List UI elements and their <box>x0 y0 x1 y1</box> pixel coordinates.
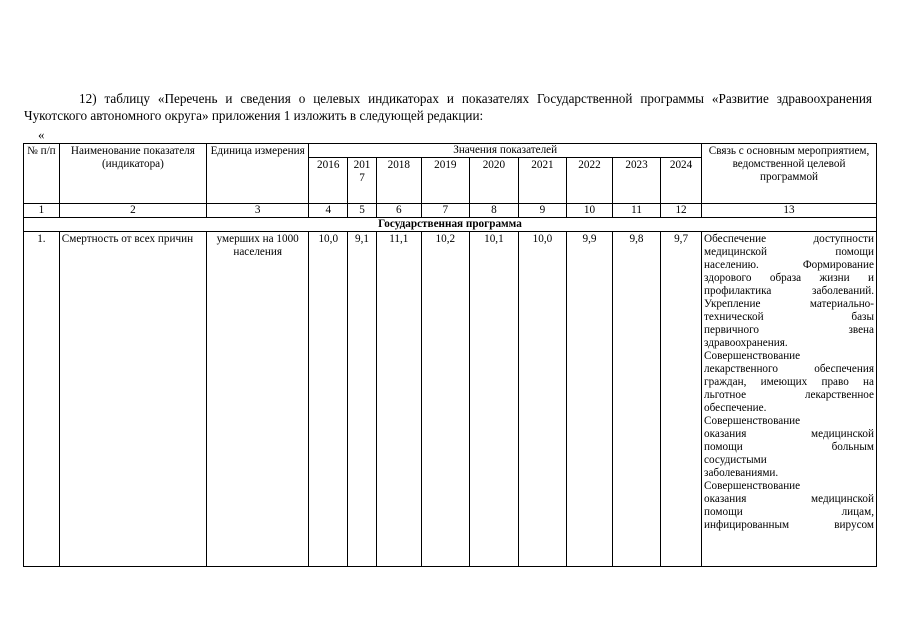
relation-line: первичного звена <box>704 324 874 336</box>
relation-line: помощи больным <box>704 441 874 453</box>
relation-line: Совершенствование <box>704 480 801 492</box>
header-relation: Связь с основным мероприятием, ведомственной целевой программой <box>702 144 877 204</box>
relation-line: заболеваниями. <box>704 467 779 479</box>
row-value: 9,8 <box>613 232 661 567</box>
relation-line: здорового образа жизни и <box>704 272 874 284</box>
column-number: 10 <box>566 204 612 218</box>
header-num: № п/п <box>24 144 60 204</box>
relation-line: медицинской помощи <box>704 246 874 258</box>
column-number: 9 <box>518 204 566 218</box>
header-year: 2018 <box>376 158 421 204</box>
table-row <box>24 232 877 567</box>
relation-line: оказания медицинской <box>704 493 874 505</box>
relation-line: Совершенствование <box>704 415 801 427</box>
intro-text: 12) таблицу «Перечень и сведения о целевых индикаторах и показателях Государственной программы «Развитие здравоохранения Чукотского автономного округа» приложения 1 изложить в следующей редакции: <box>24 91 872 123</box>
indicators-table <box>23 143 877 567</box>
column-number: 5 <box>348 204 377 218</box>
row-name: Смертность от всех причин <box>59 232 206 567</box>
relation-line: Совершенствование <box>704 350 801 362</box>
header-year: 2019 <box>421 158 469 204</box>
row-value: 9,7 <box>661 232 702 567</box>
relation-line: оказания медицинской <box>704 428 874 440</box>
column-number: 4 <box>309 204 348 218</box>
header-year: 2016 <box>309 158 348 204</box>
relation-line: помощи лицам, <box>704 506 874 518</box>
row-value: 10,0 <box>309 232 348 567</box>
row-value: 10,2 <box>421 232 469 567</box>
column-number: 11 <box>613 204 661 218</box>
row-relation <box>702 232 877 567</box>
header-unit: Единица измерения <box>207 144 309 204</box>
column-number: 3 <box>207 204 309 218</box>
header-year: 2021 <box>518 158 566 204</box>
row-unit: умерших на 1000 населения <box>207 232 309 567</box>
header-year: 2017 <box>348 158 377 204</box>
relation-line: здравоохранения. <box>704 337 788 349</box>
row-num: 1. <box>24 232 60 567</box>
header-name: Наименование показателя (индикатора) <box>59 144 206 204</box>
row-value: 11,1 <box>376 232 421 567</box>
header-row-1 <box>24 144 877 158</box>
header-values-group: Значения показателей <box>309 144 702 158</box>
relation-line: обеспечение. <box>704 402 767 414</box>
column-number: 6 <box>376 204 421 218</box>
row-value: 9,1 <box>348 232 377 567</box>
relation-line: инфицированным вирусом <box>704 519 874 531</box>
opening-quote: « <box>38 127 45 142</box>
header-year: 2024 <box>661 158 702 204</box>
relation-line: граждан, имеющих право на <box>704 376 874 388</box>
header-year: 2020 <box>469 158 518 204</box>
column-number: 13 <box>702 204 877 218</box>
header-year: 2023 <box>613 158 661 204</box>
relation-line: профилактика заболеваний. <box>704 285 874 297</box>
relation-line: населению. Формирование <box>704 259 874 271</box>
row-value: 10,0 <box>518 232 566 567</box>
column-number: 12 <box>661 204 702 218</box>
relation-line: технической базы <box>704 311 874 323</box>
section-title: Государственная программа <box>24 218 877 232</box>
row-value: 9,9 <box>566 232 612 567</box>
relation-line: Укрепление материально- <box>704 298 874 310</box>
relation-line: лекарственного обеспечения <box>704 363 874 375</box>
column-number: 2 <box>59 204 206 218</box>
column-number: 7 <box>421 204 469 218</box>
relation-line: льготное лекарственное <box>704 389 874 401</box>
section-row <box>24 218 877 232</box>
row-value: 10,1 <box>469 232 518 567</box>
header-year: 2022 <box>566 158 612 204</box>
intro-paragraph <box>24 90 872 124</box>
column-number-row <box>24 204 877 218</box>
column-number: 1 <box>24 204 60 218</box>
column-number: 8 <box>469 204 518 218</box>
relation-line: сосудистыми <box>704 454 767 466</box>
relation-line: Обеспечение доступности <box>704 233 874 245</box>
